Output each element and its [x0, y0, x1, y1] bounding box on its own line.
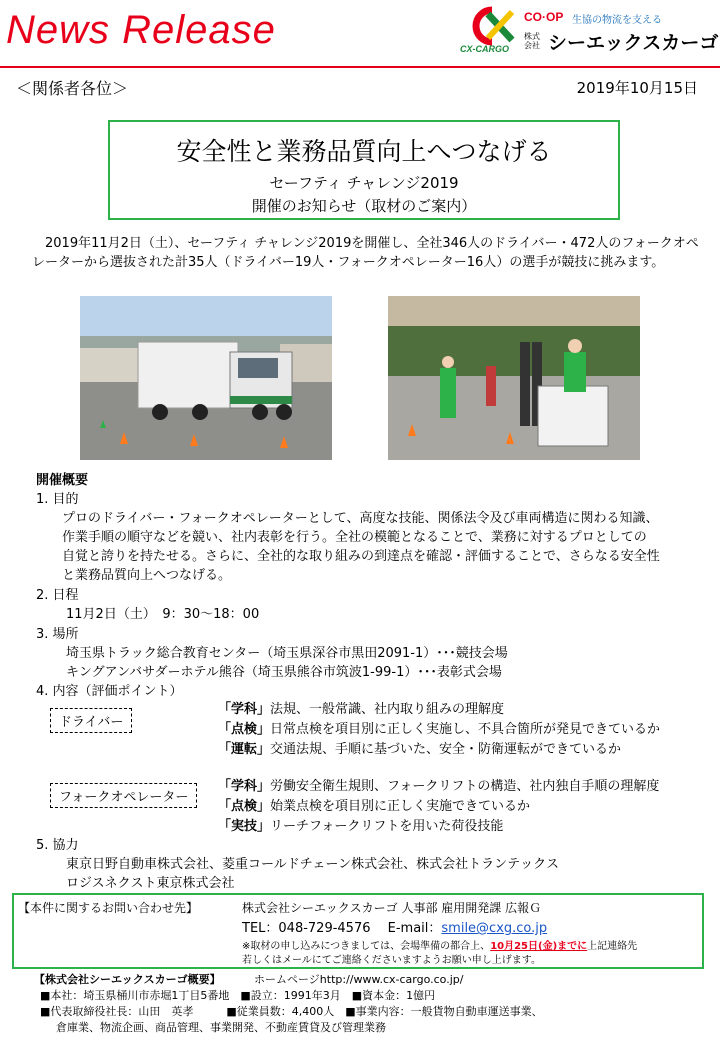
logo-kabushiki: 株式会社	[524, 32, 540, 50]
purpose-title: 1. 目的	[36, 492, 79, 507]
release-date: 2019年10月15日	[576, 79, 698, 97]
venue-title: 3. 場所	[36, 627, 79, 642]
venue-line: キングアンバサダーホテル熊谷（埼玉県熊谷市筑波1-99-1）･･･表彰式会場	[66, 665, 502, 680]
purpose-line: と業務品質向上へつなげる。	[62, 568, 232, 583]
company-info-line: ■本社：埼玉県桶川市赤堀1丁目5番地 ■設立：1991年3月 ■資本金：1億円	[40, 989, 436, 1002]
cooperation-line: 東京日野自動車株式会社、菱重コールドチェーン株式会社、株式会社トランテックス	[66, 857, 559, 872]
purpose-line: 自覚と誇りを持たせる。さらに、全社的な取り組みの到達点を確認・評価することで、さらなる安全性	[62, 549, 660, 564]
company-logo	[460, 6, 718, 56]
contact-note: ※取材の申し込みにつきましては、会場準備の都合上、10月25日(金)までに上記連絡先	[242, 941, 638, 952]
contact-box	[12, 893, 704, 969]
logo-company-name: シーエックスカーゴ	[548, 32, 719, 54]
event-subtitle: 開催のお知らせ（取材のご案内）	[251, 197, 477, 215]
cooperation-line: ロジスネクスト東京株式会社	[66, 876, 235, 891]
logo-slogan: 生協の物流を支える	[572, 15, 662, 26]
contact-department: 株式会社シーエックスカーゴ 人事部 雇用開発課 広報Ｇ	[242, 901, 542, 915]
contact-tel-email	[242, 917, 547, 936]
headline: 安全性と業務品質向上へつなげる	[176, 137, 552, 166]
driver-criterion: 「運転」交通法規、手順に基づいた、安全・防衛運転ができているか	[218, 742, 622, 757]
fork-operator-label: フォークオペレーター	[50, 783, 197, 808]
contact-tel: TEL：048-729-4576 E-mail：	[242, 921, 442, 936]
fork-criterion: 「学科」労働安全衛生規則、フォークリフトの構造、社内独自手順の理解度	[218, 779, 660, 794]
schedule-value: 11月2日（土） 9：30～18：00	[66, 607, 260, 622]
news-release-title: News Release	[6, 8, 276, 52]
driver-criterion: 「点検」日常点検を項目別に正しく実施し、不具合箇所が発見できているか	[218, 722, 661, 737]
homepage-link[interactable]: ホームページhttp://www.cx-cargo.co.jp/	[254, 973, 464, 986]
deadline: 10月25日(金)までに	[490, 941, 588, 952]
logo-mark-text: CX-CARGO	[460, 44, 509, 54]
cx-cargo-logo-icon	[466, 6, 518, 46]
title-box	[108, 120, 620, 220]
company-info-line: ■代表取締役社長：山田 英孝 ■従業員数：4,400人 ■事業内容：一般貨物自動車運送事業、	[40, 1005, 543, 1018]
header-divider	[0, 66, 720, 68]
company-overview-label: 【株式会社シーエックスカーゴ概要】	[34, 973, 221, 986]
event-name: セーフティ チャレンジ2019	[269, 174, 459, 192]
content-title: 4. 内容（評価ポイント）	[36, 684, 183, 699]
intro-paragraph: 2019年11月2日（土）、セーフティ チャレンジ2019を開催し、全社346人のドライバー・472人のフォークオペレーターから選抜された計35人（ドライバー19人・フォークオペレーター16人）の選手が競技に挑みます。	[32, 236, 699, 270]
fork-criterion: 「実技」リーチフォークリフトを用いた荷役技能	[218, 819, 504, 834]
recipient: ＜関係者各位＞	[16, 79, 129, 98]
fork-criterion: 「点検」始業点検を項目別に正しく実施できているか	[218, 799, 531, 814]
cooperation-title: 5. 協力	[36, 838, 79, 853]
overview-heading: 開催概要	[36, 473, 89, 488]
forklift-photo	[388, 296, 640, 460]
purpose-line: 作業手順の順守などを競い、社内表彰を行う。全社の模範となることで、業務に対するプロとしての	[62, 530, 647, 545]
contact-label: 【本件に関するお問い合わせ先】	[18, 901, 199, 915]
truck-photo	[80, 296, 332, 460]
schedule-title: 2. 日程	[36, 588, 79, 603]
company-info-line: 倉庫業、物流企画、商品管理、事業開発、不動産賃貸及び管理業務	[56, 1021, 386, 1034]
driver-label: ドライバー	[50, 708, 132, 733]
email-link[interactable]: smile@cxg.co.jp	[441, 921, 548, 936]
driver-criterion: 「学科」法規、一般常識、社内取り組みの理解度	[218, 702, 505, 717]
coop-label: CO·OP	[524, 10, 564, 24]
purpose-line: プロのドライバー・フォークオペレーターとして、高度な技能、関係法令及び車両構造に関わる知識、	[62, 511, 659, 526]
contact-note: 若しくはメールにてご連絡くださいますようお願い申し上げます。	[242, 955, 541, 966]
venue-line: 埼玉県トラック総合教育センター（埼玉県深谷市黒田2091-1）･･･競技会場	[66, 646, 508, 661]
